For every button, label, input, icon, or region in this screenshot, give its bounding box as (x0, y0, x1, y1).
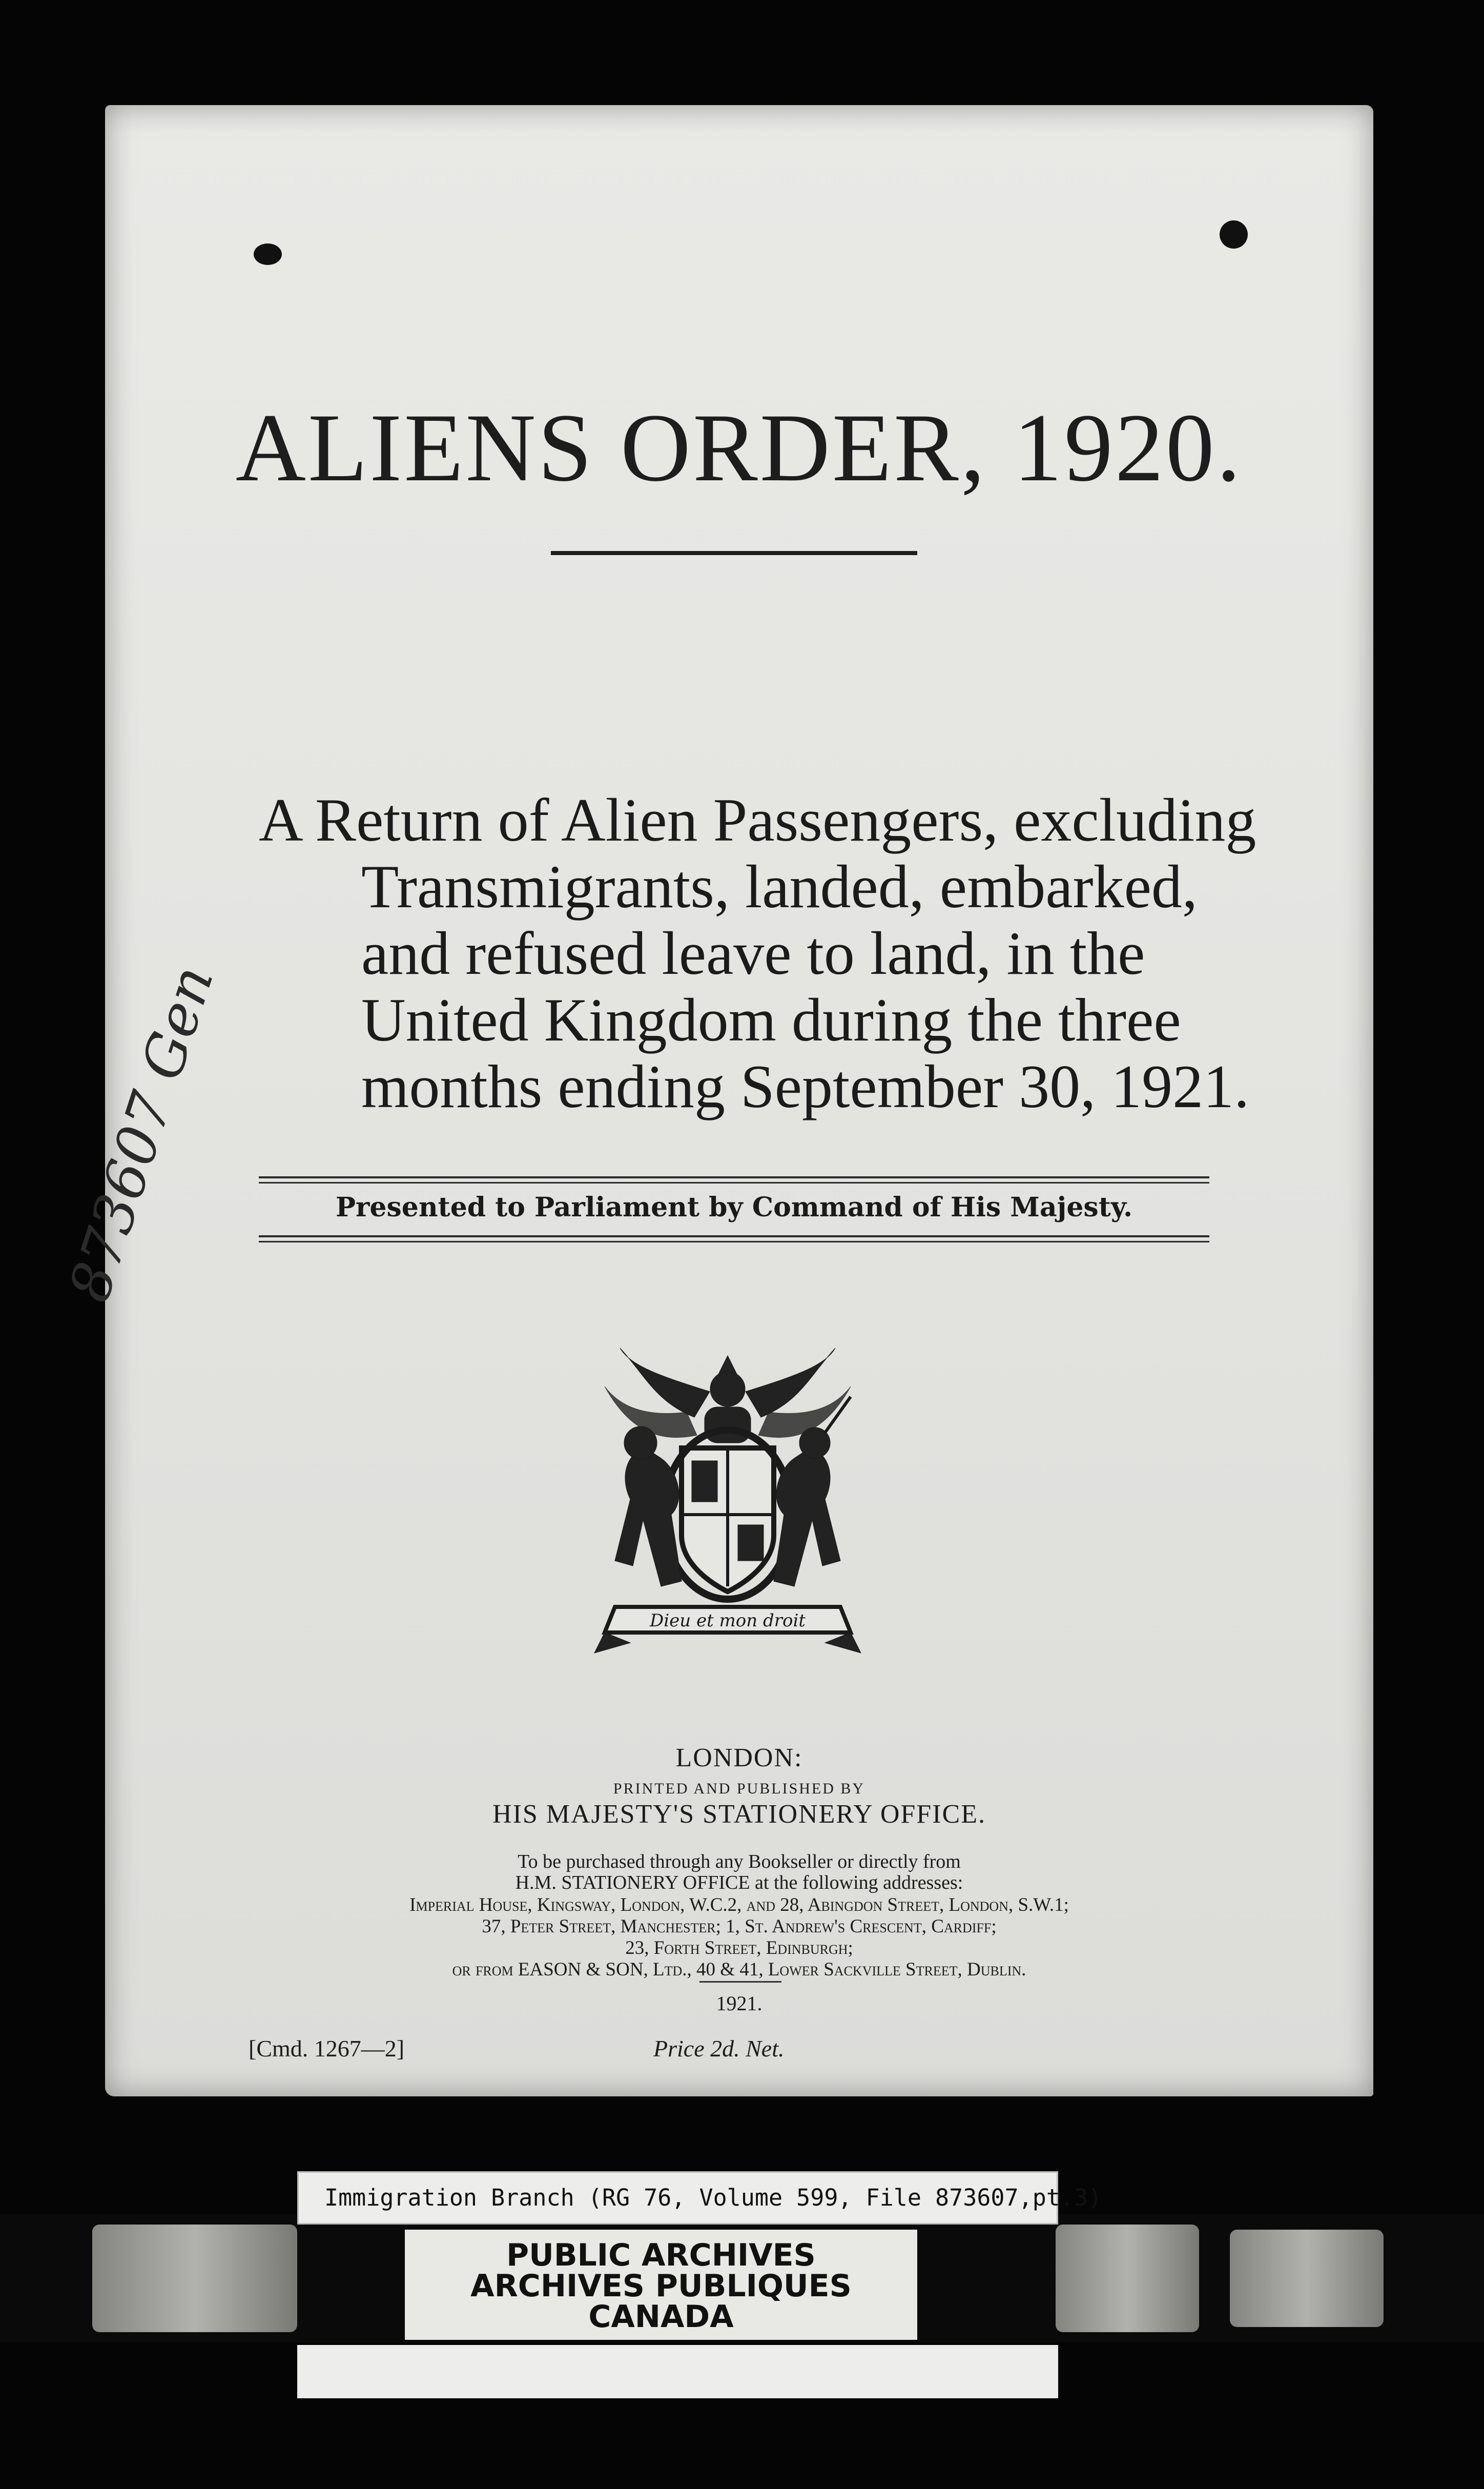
film-artifact (1056, 2225, 1199, 2332)
presented-to-parliament: Presented to Parliament by Command of His Majesty. (335, 1192, 1133, 1223)
document-title: ALIENS ORDER, 1920. (235, 394, 1243, 502)
royal-coat-of-arms-icon (584, 1345, 871, 1663)
imprint-publisher: HIS MAJESTY'S STATIONERY OFFICE. (492, 1800, 986, 1829)
return-description (259, 787, 1335, 1120)
punch-hole-left (254, 243, 282, 265)
return-line: months ending September 30, 1921. (361, 1052, 1250, 1120)
address-line: Imperial House, Kingsway, London, W.C.2, and 28, Abingdon Street, London, S.W.1; (409, 1894, 1069, 1915)
rule-below-presented (259, 1235, 1209, 1242)
year-rule (699, 1981, 781, 1983)
return-line: Transmigrants, landed, embarked, (361, 852, 1198, 921)
motto-text: Dieu et mon droit (650, 1610, 806, 1631)
address-line: or from EASON & SON, Ltd., 40 & 41, Lower Sackville Street, Dublin. (452, 1959, 1026, 1980)
command-number: [Cmd. 1267—2] (249, 2035, 405, 2062)
publication-year: 1921. (716, 1992, 762, 2015)
stamp-line: ARCHIVES PUBLIQUES (470, 2268, 852, 2304)
rule-above-presented (259, 1176, 1209, 1184)
punch-hole-right (1220, 220, 1248, 249)
film-artifact (92, 2225, 297, 2332)
imprint-printed-by: PRINTED AND PUBLISHED BY (613, 1780, 865, 1797)
price: Price 2d. Net. (653, 2035, 785, 2062)
stamp-line: CANADA (588, 2299, 734, 2335)
document-page (56, 105, 1373, 2096)
return-line: A Return of Alien Passengers, excluding (259, 786, 1256, 854)
return-line: and refused leave to land, in the (361, 919, 1145, 987)
film-artifact (1230, 2230, 1384, 2327)
return-line: United Kingdom during the three (361, 986, 1181, 1054)
archive-reference-label: Immigration Branch (RG 76, Volume 599, File 873607,pt.3) (297, 2171, 1058, 2225)
title-rule (551, 551, 917, 555)
public-archives-stamp (405, 2230, 917, 2340)
address-line: 37, Peter Street, Manchester; 1, St. Andrew's Crescent, Cardiff; (482, 1916, 997, 1937)
stamp-line: PUBLIC ARCHIVES (506, 2237, 816, 2273)
blank-label (297, 2345, 1058, 2398)
purchase-line: To be purchased through any Bookseller or directly from (518, 1851, 961, 1872)
handwritten-file-number: 873607 Gen (56, 958, 226, 1310)
imprint-city: LONDON: (675, 1743, 803, 1772)
purchase-line: H.M. STATIONERY OFFICE at the following addresses: (515, 1872, 963, 1893)
address-line: 23, Forth Street, Edinburgh; (625, 1937, 853, 1958)
